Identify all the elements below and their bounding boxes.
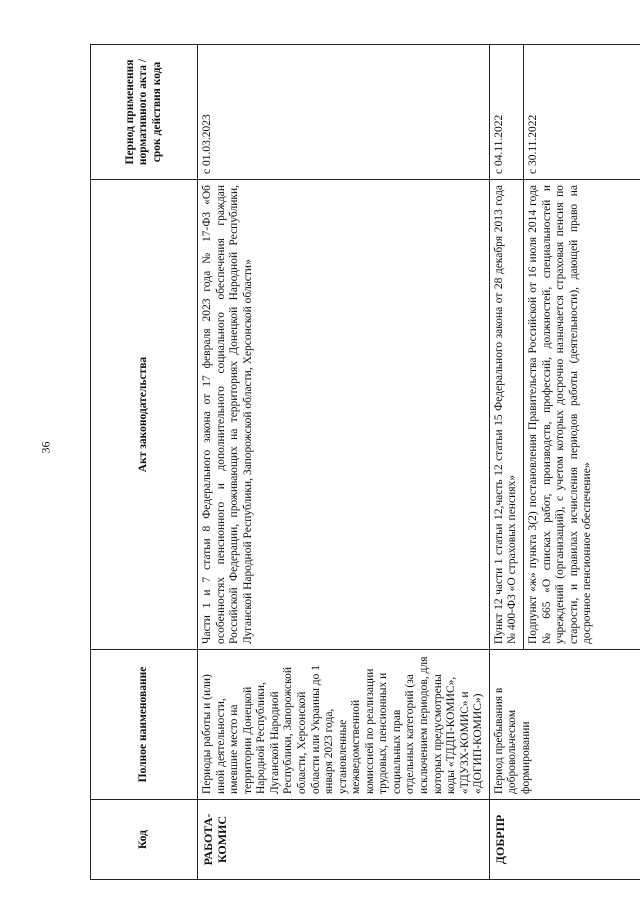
table-row (198, 45, 490, 880)
row-code: ДОБРПР (489, 800, 640, 880)
header-act: Акт законодательства (91, 180, 198, 650)
row-act-1: Пункт 12 части 1 статьи 12,часть 12 статьи 15 Федерального закона от 28 декабря 2013 года № 400-ФЗ «О страховых пенсиях» (489, 180, 523, 650)
table-row (489, 45, 523, 880)
row-code: РАБОТА-КОМИС (198, 800, 490, 880)
row-act-2: Подпункт «ж» пункта 3(2) постановления Правительства Российской от 16 июля 2014 года № 665 «О списках работ, производств, профессий, должностей, специальностей и учреждений (организаций), с учетом которых досрочно назначается страховая пенсия по старости, и правилах исчисления периодов работы (деятельности), дающей право на досрочное пенсионное обеспечение» (523, 180, 640, 650)
row-period-1: с 04.11.2022 (489, 45, 523, 180)
header-full-name: Полное наименование (91, 650, 198, 800)
row-period: с 01.03.2023 (198, 45, 490, 180)
row-full-name: Периоды работы и (или) иной деятельности, имевшие место на территории Донецкой Народной Республики, Луганской Народной Республики, Запорожской области, Херсонской области или Украины до 1 января 2023 года, установленные межведомственной комиссией по реализации трудовых, пенсионных и социальных прав отдельных категорий (за исключением периодов, для которых предусмотрены коды «ТДДП-КОМИС», «ТДУЗХ-КОМИС» и «ДОГИП-КОМИС») (198, 650, 490, 800)
codes-table (90, 44, 640, 880)
row-act: Части 1 и 7 статьи 8 Федерального закона от 17 февраля 2023 года № 17-ФЗ «Об особенностях пенсионного и дополнительного социального обеспечения граждан Российской Федерации, проживающих на территориях Донецкой Народной Республики, Луганской Народной Республики, Запорожской области, Херсонской области» (198, 180, 490, 650)
page-number: 36 (38, 441, 53, 454)
row-full-name: Период пребывания в добровольческом формировании (489, 650, 640, 800)
table-header-row (91, 45, 198, 880)
rotated-page (90, 45, 615, 880)
row-period-2: с 30.11.2022 (523, 45, 640, 180)
header-period: Период применения нормативного акта / срок действия кода (91, 45, 198, 180)
header-code: Код (91, 800, 198, 880)
